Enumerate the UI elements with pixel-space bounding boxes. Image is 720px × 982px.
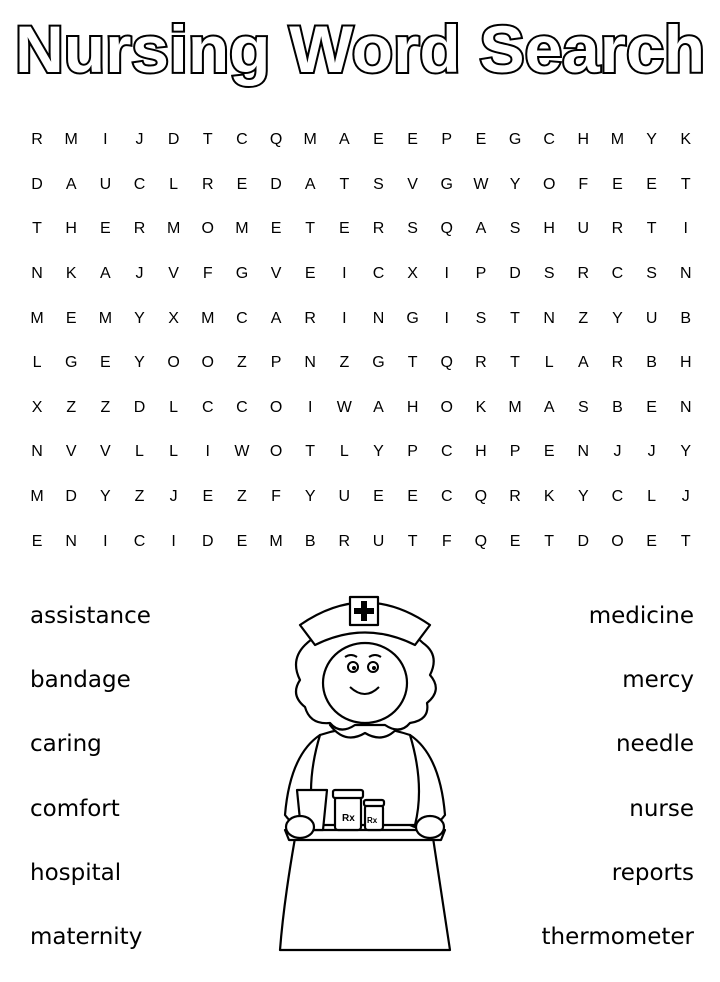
grid-letter: D bbox=[509, 265, 521, 283]
grid-letter: O bbox=[269, 443, 283, 461]
grid-letter: L bbox=[169, 443, 179, 461]
grid-letter: C bbox=[440, 443, 453, 461]
grid-letter: T bbox=[32, 220, 42, 238]
grid-letter: Z bbox=[578, 309, 589, 327]
grid-letter: P bbox=[407, 443, 418, 461]
word-list-item: reports bbox=[611, 859, 694, 886]
grid-letter: A bbox=[339, 131, 350, 149]
grid-letter: T bbox=[305, 220, 316, 238]
word-list-item: bandage bbox=[30, 667, 131, 694]
grid-letter: H bbox=[406, 398, 419, 416]
grid-letter: Y bbox=[304, 488, 316, 506]
grid-letter: M bbox=[30, 488, 44, 506]
grid-letter: E bbox=[646, 532, 657, 550]
grid-letter: L bbox=[647, 488, 657, 506]
grid-letter: C bbox=[236, 398, 248, 416]
grid-letter: B bbox=[304, 532, 316, 550]
grid-letter: N bbox=[31, 443, 43, 461]
word-list-item: needle bbox=[615, 731, 694, 758]
grid-letter: X bbox=[168, 309, 179, 327]
grid-row bbox=[20, 386, 703, 431]
grid-letter: N bbox=[577, 443, 590, 461]
grid-letter: O bbox=[542, 175, 556, 193]
grid-letter: S bbox=[407, 220, 418, 238]
grid-letter: E bbox=[373, 488, 384, 506]
grid-letter: E bbox=[31, 532, 43, 550]
grid-letter: T bbox=[305, 443, 316, 461]
grid-letter: I bbox=[205, 443, 210, 461]
grid-letter: R bbox=[133, 220, 146, 238]
grid-letter: Y bbox=[509, 175, 521, 193]
grid-letter: E bbox=[373, 131, 384, 149]
grid-letter: E bbox=[612, 175, 623, 193]
rx-label-2: Rx bbox=[367, 816, 378, 825]
grid-letter: Q bbox=[474, 488, 488, 506]
grid-letter: T bbox=[510, 309, 520, 327]
grid-letter: E bbox=[339, 220, 350, 238]
grid-letter: R bbox=[475, 354, 487, 372]
grid-letter: D bbox=[65, 488, 77, 506]
grid-letter: T bbox=[680, 175, 691, 193]
grid-letter: E bbox=[475, 131, 487, 149]
grid-letter: I bbox=[171, 532, 176, 550]
grid-letter: C bbox=[372, 265, 385, 283]
grid-letter: F bbox=[202, 265, 213, 283]
grid-letter: F bbox=[578, 175, 589, 193]
grid-letter: R bbox=[611, 220, 624, 238]
grid-letter: O bbox=[201, 220, 214, 238]
grid-letter: Y bbox=[373, 443, 384, 461]
grid-letter: E bbox=[236, 175, 248, 193]
grid-letter: T bbox=[680, 532, 691, 550]
grid-letter: K bbox=[65, 265, 77, 283]
grid-letter: A bbox=[304, 175, 316, 193]
grid-letter: N bbox=[679, 398, 692, 416]
grid-letter: N bbox=[679, 265, 692, 283]
grid-row bbox=[20, 475, 703, 520]
grid-row bbox=[20, 163, 703, 208]
grid-letter: L bbox=[169, 175, 179, 193]
grid-letter: Q bbox=[440, 354, 453, 372]
grid-letter: A bbox=[65, 175, 77, 193]
grid-row bbox=[20, 519, 703, 564]
grid-letter: W bbox=[336, 398, 352, 416]
grid-letter: H bbox=[679, 354, 692, 372]
grid-letter: O bbox=[201, 354, 214, 372]
grid-letter: C bbox=[440, 488, 453, 506]
grid-letter: K bbox=[680, 131, 692, 149]
grid-letter: L bbox=[544, 354, 554, 372]
grid-letter: A bbox=[577, 354, 589, 372]
grid-letter: C bbox=[611, 265, 624, 283]
grid-letter: M bbox=[235, 220, 249, 238]
grid-letter: D bbox=[133, 398, 146, 416]
grid-letter: W bbox=[234, 443, 250, 461]
grid-letter: R bbox=[577, 265, 590, 283]
grid-letter: O bbox=[269, 398, 283, 416]
grid-letter: E bbox=[270, 220, 282, 238]
grid-letter: N bbox=[65, 532, 77, 550]
grid-letter: S bbox=[543, 265, 555, 283]
grid-letter: Z bbox=[237, 488, 247, 506]
grid-letter: R bbox=[338, 532, 351, 550]
grid-letter: O bbox=[611, 532, 624, 550]
grid-letter: J bbox=[135, 265, 144, 283]
word-list-item: comfort bbox=[30, 795, 120, 822]
grid-letter: R bbox=[509, 488, 521, 506]
title-text: Nursing Word Search bbox=[15, 12, 705, 86]
word-list-right bbox=[542, 597, 694, 982]
grid-letter: Y bbox=[134, 354, 145, 372]
grid-letter: R bbox=[304, 309, 316, 327]
grid-letter: Y bbox=[612, 309, 623, 327]
grid-letter: N bbox=[372, 309, 385, 327]
grid-letter: M bbox=[610, 131, 625, 149]
grid-letter: J bbox=[681, 488, 690, 506]
rx-label-1: Rx bbox=[342, 813, 355, 824]
grid-letter: H bbox=[475, 443, 487, 461]
grid-letter: R bbox=[201, 175, 214, 193]
grid-letter: J bbox=[613, 443, 622, 461]
grid-row bbox=[20, 252, 703, 297]
grid-letter: J bbox=[169, 488, 178, 506]
grid-letter: M bbox=[303, 131, 317, 149]
grid-letter: Y bbox=[680, 443, 692, 461]
grid-letter: B bbox=[680, 309, 692, 327]
grid-letter: R bbox=[611, 354, 624, 372]
grid-letter: J bbox=[647, 443, 656, 461]
grid-letter: B bbox=[646, 354, 657, 372]
grid-letter: P bbox=[270, 354, 282, 372]
grid-letter: T bbox=[202, 131, 213, 149]
grid-letter: W bbox=[473, 175, 489, 193]
grid-letter: X bbox=[407, 265, 418, 283]
grid-letter: Z bbox=[237, 354, 247, 372]
grid-letter: S bbox=[475, 309, 487, 327]
grid-letter: N bbox=[543, 309, 555, 327]
grid-letter: A bbox=[475, 220, 487, 238]
grid-letter: Y bbox=[646, 131, 657, 149]
grid-letter: I bbox=[307, 398, 313, 416]
grid-letter: Z bbox=[100, 398, 111, 416]
grid-letter: U bbox=[338, 488, 351, 506]
grid-row bbox=[20, 296, 703, 341]
grid-letter: F bbox=[271, 488, 281, 506]
grid-letter: V bbox=[65, 443, 77, 461]
page-title bbox=[0, 0, 720, 110]
grid-letter: G bbox=[508, 131, 522, 149]
grid-letter: V bbox=[100, 443, 111, 461]
grid-letter: A bbox=[373, 398, 384, 416]
grid-letter: O bbox=[440, 398, 453, 416]
grid-letter: E bbox=[236, 532, 248, 550]
grid-letter: A bbox=[543, 398, 555, 416]
grid-letter: Z bbox=[66, 398, 77, 416]
grid-letter: M bbox=[30, 309, 44, 327]
grid-letter: C bbox=[201, 398, 214, 416]
word-list-item: caring bbox=[30, 731, 102, 758]
grid-letter: M bbox=[98, 309, 113, 327]
grid-letter: L bbox=[135, 443, 144, 461]
grid-letter: I bbox=[342, 309, 347, 327]
grid-letter: U bbox=[645, 309, 658, 327]
word-list-item: medicine bbox=[588, 603, 694, 629]
grid-letter: G bbox=[372, 354, 385, 372]
grid-letter: U bbox=[577, 220, 590, 238]
word-list-item: hospital bbox=[30, 859, 122, 886]
grid-letter: M bbox=[508, 398, 522, 416]
grid-letter: E bbox=[100, 220, 111, 238]
word-list-item: maternity bbox=[30, 923, 143, 950]
grid-letter: I bbox=[103, 131, 108, 149]
grid-letter: Y bbox=[577, 488, 589, 506]
grid-letter: I bbox=[444, 309, 449, 327]
grid-letter: V bbox=[270, 265, 282, 283]
grid-letter: S bbox=[509, 220, 521, 238]
grid-letter: P bbox=[441, 131, 453, 149]
word-list-item: nurse bbox=[629, 795, 694, 822]
grid-letter: S bbox=[373, 175, 384, 193]
grid-letter: H bbox=[577, 131, 590, 149]
grid-letter: C bbox=[543, 131, 555, 149]
grid-row bbox=[20, 207, 703, 252]
grid-letter: A bbox=[270, 309, 282, 327]
grid-letter: U bbox=[372, 532, 385, 550]
word-list-item: thermometer bbox=[541, 923, 694, 950]
grid-letter: T bbox=[510, 354, 520, 372]
grid-letter: B bbox=[612, 398, 623, 416]
grid-letter: S bbox=[646, 265, 657, 283]
grid-letter: R bbox=[31, 131, 43, 149]
grid-letter: F bbox=[441, 532, 452, 550]
grid-letter: E bbox=[304, 265, 316, 283]
grid-letter: T bbox=[544, 532, 555, 550]
grid-letter: G bbox=[440, 175, 453, 193]
grid-letter: G bbox=[235, 265, 249, 283]
word-search-grid bbox=[20, 118, 703, 564]
grid-letter: E bbox=[407, 131, 418, 149]
grid-letter: M bbox=[201, 309, 215, 327]
nurse-illustration bbox=[265, 585, 465, 957]
grid-letter: Z bbox=[339, 354, 350, 372]
grid-letter: C bbox=[133, 175, 146, 193]
grid-letter: T bbox=[646, 220, 657, 238]
grid-letter: M bbox=[64, 131, 78, 149]
grid-letter: V bbox=[168, 265, 179, 283]
grid-letter: E bbox=[509, 532, 521, 550]
grid-row bbox=[20, 118, 703, 163]
grid-letter: E bbox=[100, 354, 111, 372]
grid-letter: E bbox=[65, 309, 77, 327]
grid-letter: K bbox=[475, 398, 487, 416]
grid-letter: H bbox=[543, 220, 555, 238]
grid-letter: L bbox=[339, 443, 349, 461]
grid-letter: T bbox=[339, 175, 350, 193]
grid-letter: D bbox=[577, 532, 590, 550]
grid-letter: D bbox=[201, 532, 214, 550]
grid-letter: S bbox=[577, 398, 589, 416]
grid-letter: D bbox=[167, 131, 180, 149]
grid-letter: Y bbox=[134, 309, 145, 327]
grid-letter: L bbox=[32, 354, 42, 372]
grid-letter: O bbox=[167, 354, 180, 372]
grid-letter: E bbox=[646, 175, 657, 193]
grid-letter: G bbox=[406, 309, 419, 327]
word-list-item: mercy bbox=[622, 667, 694, 694]
grid-letter: E bbox=[407, 488, 418, 506]
grid-letter: P bbox=[475, 265, 487, 283]
grid-letter: J bbox=[135, 131, 144, 149]
grid-letter: M bbox=[166, 220, 181, 238]
grid-letter: C bbox=[133, 532, 146, 550]
grid-row bbox=[20, 430, 703, 475]
grid-letter: N bbox=[304, 354, 316, 372]
grid-letter: T bbox=[407, 532, 418, 550]
grid-letter: C bbox=[236, 131, 248, 149]
grid-letter: K bbox=[543, 488, 555, 506]
grid-letter: D bbox=[31, 175, 43, 193]
grid-letter: I bbox=[103, 532, 108, 550]
grid-letter: N bbox=[31, 265, 43, 283]
grid-letter: X bbox=[31, 398, 43, 416]
grid-letter: R bbox=[372, 220, 385, 238]
grid-letter: I bbox=[342, 265, 347, 283]
grid-letter: I bbox=[683, 220, 688, 238]
word-list-item: assistance bbox=[30, 603, 151, 629]
word-list-left bbox=[30, 597, 151, 982]
grid-row bbox=[20, 341, 703, 386]
grid-letter: Q bbox=[440, 220, 453, 238]
grid-letter: D bbox=[270, 175, 282, 193]
grid-letter: E bbox=[202, 488, 214, 506]
grid-letter: V bbox=[407, 175, 418, 193]
grid-letter: E bbox=[543, 443, 555, 461]
grid-letter: C bbox=[611, 488, 624, 506]
grid-letter: Y bbox=[100, 488, 111, 506]
grid-letter: L bbox=[169, 398, 179, 416]
grid-letter: Q bbox=[269, 131, 283, 149]
grid-letter: T bbox=[407, 354, 418, 372]
grid-letter: C bbox=[236, 309, 248, 327]
grid-letter: Z bbox=[134, 488, 145, 506]
grid-letter: G bbox=[64, 354, 78, 372]
grid-letter: E bbox=[646, 398, 657, 416]
grid-letter: P bbox=[509, 443, 521, 461]
grid-letter: I bbox=[444, 265, 449, 283]
grid-letter: M bbox=[269, 532, 283, 550]
grid-letter: U bbox=[99, 175, 112, 193]
grid-letter: H bbox=[65, 220, 77, 238]
grid-letter: Q bbox=[474, 532, 488, 550]
grid-letter: A bbox=[100, 265, 111, 283]
